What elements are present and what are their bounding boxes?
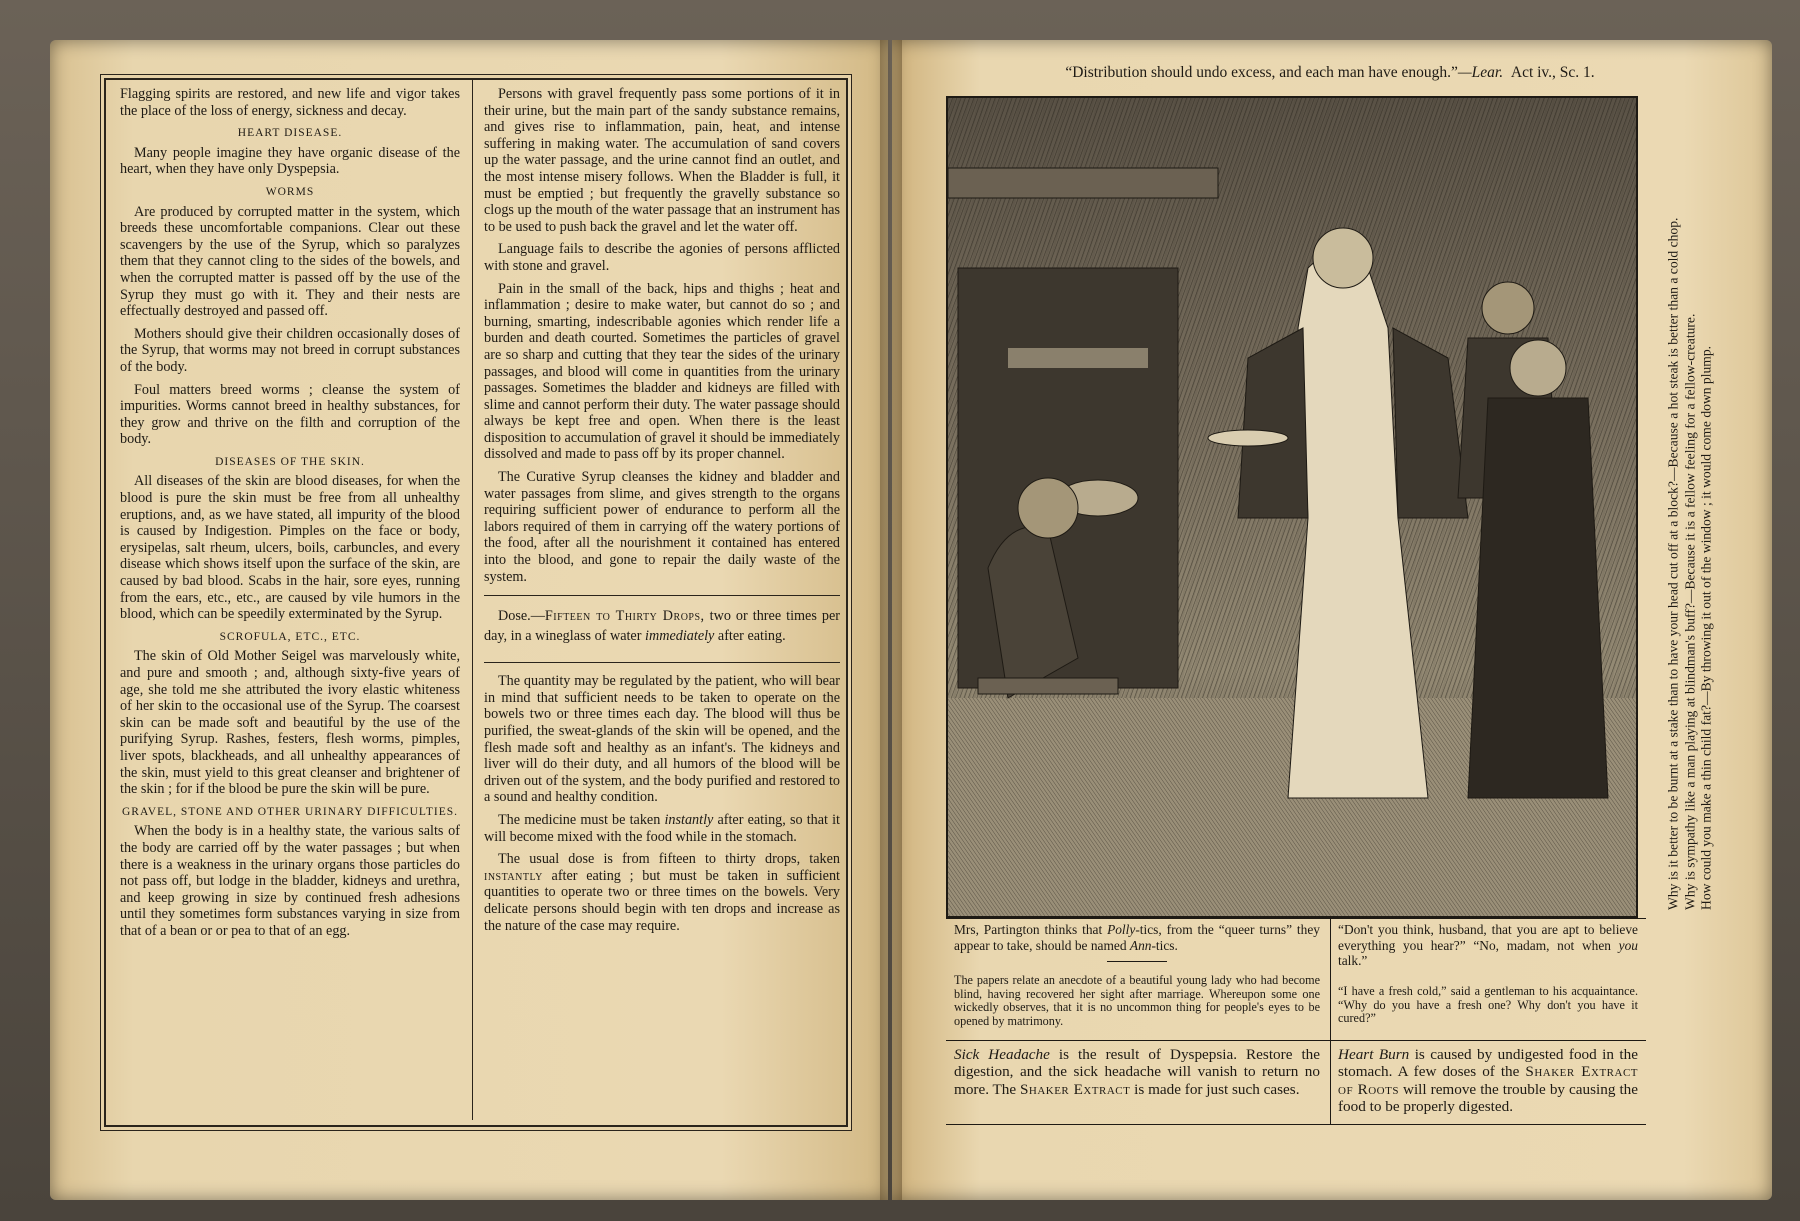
heart-disease-heading: HEART DISEASE.	[237, 127, 343, 140]
instantly-italic: instantly	[664, 811, 714, 828]
dose-label: Dose.	[498, 608, 531, 625]
left-column-2	[484, 86, 840, 940]
gravel-continued-paragraph: Persons with gravel frequently pass some portions of it in their urine, but the main part of the sandy substance remains, and gives rise to inflammation, pain, heat, and intense suffering in making water. The accumulation of sand covers up the water passage, and the urine cannot find an outlet, and the most intense misery follows. When the Bladder is full, it must be emptied ; but frequently the gravelly substance so clogs up the mouth of the water passage that an instrument has to be used to push back the gravel and let the water off.	[484, 86, 840, 235]
riddle-2: Why is sympathy like a man playing at blindman's buff?—Because it is a fellow feeling for a fellow-creature.	[1681, 313, 1697, 910]
anecdote-vertical-rule	[1330, 918, 1331, 1124]
blind-lady-text: The papers relate an anecdote of a beautiful young lady who had become blind, having recovered her sight after marriage. Whereupon some one wickedly observes, that it is no uncommon thing for people's eyes to be opened by matrimony.	[954, 973, 1320, 1028]
polly-b: -tics, from the “queer turns” they appear to take, should be named	[954, 922, 1320, 953]
dose-amount: Fifteen to Thirty Drops,	[544, 608, 705, 625]
sick-headache-italic: Sick Headache	[954, 1046, 1050, 1063]
dose-frequency: two or three times per day, in a wineglass of water	[484, 608, 840, 645]
gravel-paragraph: When the body is in a healthy state, the various salts of the body are carried off by the water passages ; but when there is a weakness in the urinary organs those particles do not pass off, but lodge in the bladder, kidneys and urethra, and keep growing in size by continued fresh adhesions until they sometimes form substances varying in size from that of a bean or or pea to that of an egg.	[120, 823, 460, 939]
quantity-paragraph: The quantity may be regulated by the patient, who will bear in mind that sufficient needs to be taken to operate on the bowels two or three times each day. The blood will thus be purified, the sweat-glands of the skin will be opened, and the flesh made soft and healthy as an infant's. The kidneys and liver will do their duty, and all humors of the blood will be driven out of the system, and the body purified and restored to a sound and healthy condition.	[484, 673, 840, 806]
shakespeare-quote	[980, 64, 1680, 82]
pain-paragraph: Pain in the small of the back, hips and thighs ; heat and inflammation ; desire to make water, but cannot do so ; and burning, smarting, indescribable agonies which render life a burden and death courted. Sometimes the particles of gravel are so sharp and cutting that they tear the sides of the urinary passages, and blood will come in quantities from the urinary passages. Sometimes the bladder and kidneys are filled with slime and cannot perform their duty. The water passage should always be kept free and open. When there is the least disposition to accumulation of gravel it should be immediately dissolved and made to pass off by its proper channel.	[484, 280, 840, 463]
quote-act: Act iv., Sc. 1.	[1510, 64, 1595, 81]
riddle-3: How could you make a thin child fat?—By throwing it out of the window ; it would come down plump.	[1698, 345, 1714, 910]
riddle-1: Why is it better to be burnt at a stake than to have your head cut off at a block?—Because a hot steak is better than a cold chop.	[1665, 217, 1681, 910]
quote-author: —Lear.	[1457, 64, 1504, 81]
side-riddles-rotated	[1665, 100, 1715, 910]
husband-anecdote	[1338, 922, 1638, 969]
usual-dose-text-b: after eating ; but must be taken in sufficient quantities to operate two or three times on the bowels. Very delicate persons should begin with ten drops and increase as the nature of the case may require.	[484, 867, 840, 934]
polly-a: Mrs, Partington thinks that	[954, 922, 1108, 937]
worms-heading: WORMS	[265, 185, 315, 198]
heart-burn-text	[1338, 1046, 1638, 1116]
sick-b: is made for just such cases.	[1130, 1080, 1300, 1098]
scrofula-heading: SCROFULA, ETC., ETC.	[219, 630, 361, 643]
usual-dose-text-a: The usual dose is from fifteen to thirty drops, taken	[498, 851, 840, 868]
curative-syrup-paragraph: The Curative Syrup cleanses the kidney and bladder and water passages from slime, and gives strength to the organs requiring sufficient power of endurance to perform all the labors required of them in carrying off the watery portions of the food, after all the nourishment it contained has entered into the blood, and gone to repair the daily waste of the system.	[484, 469, 840, 585]
worms-paragraph-3: Foul matters breed worms ; cleanse the system of impurities. Worms cannot breed in healthy substances, for they grow and thrive on the filth and corruption of the body.	[120, 381, 460, 448]
scrofula-paragraph: The skin of Old Mother Seigel was marvelously white, and pure and smooth ; and, although sixty-five years of age, she told me she attributed the ivory elastic whiteness of her skin to the occasional use of the Syrup. The coarsest skin can be made soft and beautiful by the use of the purifying Syrup. Rashes, festers, flesh worms, pimples, liver spots, blackheads, and all unhealthy appearances of the skin, must yield to this great cleanser and brightener of the skin ; for if the blood be pure the skin will be pure.	[120, 648, 460, 798]
left-column-1	[120, 86, 460, 946]
worms-paragraph-2: Mothers should give their children occasionally doses of the Syrup, that worms may not breed in corrupt substances of the body.	[120, 325, 460, 375]
dose-end: after eating.	[714, 628, 786, 645]
instantly-text-a: The medicine must be taken	[498, 811, 665, 828]
anecdote-top-rule	[946, 918, 1646, 919]
engraving-illustration	[948, 98, 1636, 916]
heart-disease-paragraph: Many people imagine they have organic disease of the heart, when they have only Dyspepsia.	[120, 144, 460, 178]
heart-burn-ad	[1338, 1046, 1638, 1116]
husband-text	[1338, 922, 1638, 969]
language-paragraph: Language fails to describe the agonies of persons afflicted with stone and gravel.	[484, 241, 840, 274]
dose-box	[484, 595, 840, 663]
heart-burn-italic: Heart Burn	[1338, 1046, 1410, 1063]
heart-b: will remove the trouble by causing the food to be properly digested.	[1338, 1080, 1639, 1116]
instantly-text-b: after eating, so that it will become mixed with the food while in the stomach.	[484, 811, 840, 845]
book-gutter	[880, 40, 902, 1200]
polly-tics-text	[954, 922, 1320, 953]
instantly-paragraph	[484, 812, 840, 845]
blind-lady-anecdote	[954, 974, 1320, 1028]
gravel-heading: GRAVEL, STONE AND OTHER URINARY DIFFICULTIES.	[121, 805, 459, 818]
side-riddles	[1650, 100, 1732, 910]
dose-paragraph	[484, 595, 840, 646]
dose-immediately: immediately	[645, 628, 715, 645]
sick-caps: Shaker Extract	[1019, 1080, 1131, 1098]
husband-a: “Don't you think, husband, that you are apt to believe everything you hear?” “No, madam, not when	[1338, 922, 1638, 953]
sick-a: is the result of Dyspepsia. Restore the digestion, and the sick headache will vanish to return no more. The	[954, 1046, 1320, 1098]
dose-dash: —	[530, 608, 545, 625]
fresh-cold-anecdote	[1338, 985, 1638, 1026]
ad-top-rule	[946, 1040, 1646, 1041]
polly-italic: Polly	[1107, 922, 1136, 937]
sick-headache-ad	[954, 1046, 1320, 1098]
skin-paragraph: All diseases of the skin are blood diseases, for when the blood is pure the skin must be free from all unhealthy eruptions, and, as we have stated, all impurity of the blood is caused by Indigestion. Pimples on the face or body, erysipelas, salt rheum, ulcers, boils, carbuncles, and every disease which shows itself upon the surface of the skin, are caused by bad blood. Scabs in the hair, sore eyes, running from the ears, etc., etc., are caused by vile humors in the blood, which can be speedily exterminated by the Syrup.	[120, 473, 460, 623]
kitchen-engraving	[946, 96, 1638, 918]
usual-dose-caps: instantly	[484, 867, 543, 884]
short-rule	[1107, 961, 1167, 962]
polly-c: -tics.	[1151, 937, 1178, 953]
heart-caps: Shaker Extract of Roots	[1338, 1063, 1638, 1098]
worms-paragraph-1: Are produced by corrupted matter in the system, which breeds these uncomfortable companions. Clear out these scavengers by the use of the Syrup, which so paralyzes them that they cannot cling to the sides of the bowels, and when the corrupted matter is passed off by the use of the Syrup they must go with it. They and their nests are effectually destroyed and passed off.	[120, 203, 460, 320]
usual-dose-paragraph	[484, 851, 840, 934]
sick-headache-text	[954, 1046, 1320, 1098]
quote-text: “Distribution should undo excess, and each man have enough.”	[1065, 64, 1458, 81]
husband-b: talk.”	[1338, 953, 1368, 968]
fresh-cold-text: “I have a fresh cold,” said a gentleman to his acquaintance. “Why do you have a fresh one? Why don't you have it cured?”	[1338, 984, 1638, 1026]
skin-heading: DISEASES OF THE SKIN.	[215, 455, 365, 468]
polly-tics-anecdote	[954, 922, 1320, 970]
husband-italic: you	[1618, 937, 1638, 953]
polly-italic2: Ann	[1129, 937, 1152, 953]
intro-paragraph: Flagging spirits are restored, and new life and vigor takes the place of the loss of energy, sickness and decay.	[120, 86, 460, 119]
heart-a: is caused by undigested food in the stomach. A few doses of the	[1338, 1046, 1638, 1081]
column-divider	[472, 80, 473, 1120]
ad-bottom-rule	[946, 1124, 1646, 1125]
